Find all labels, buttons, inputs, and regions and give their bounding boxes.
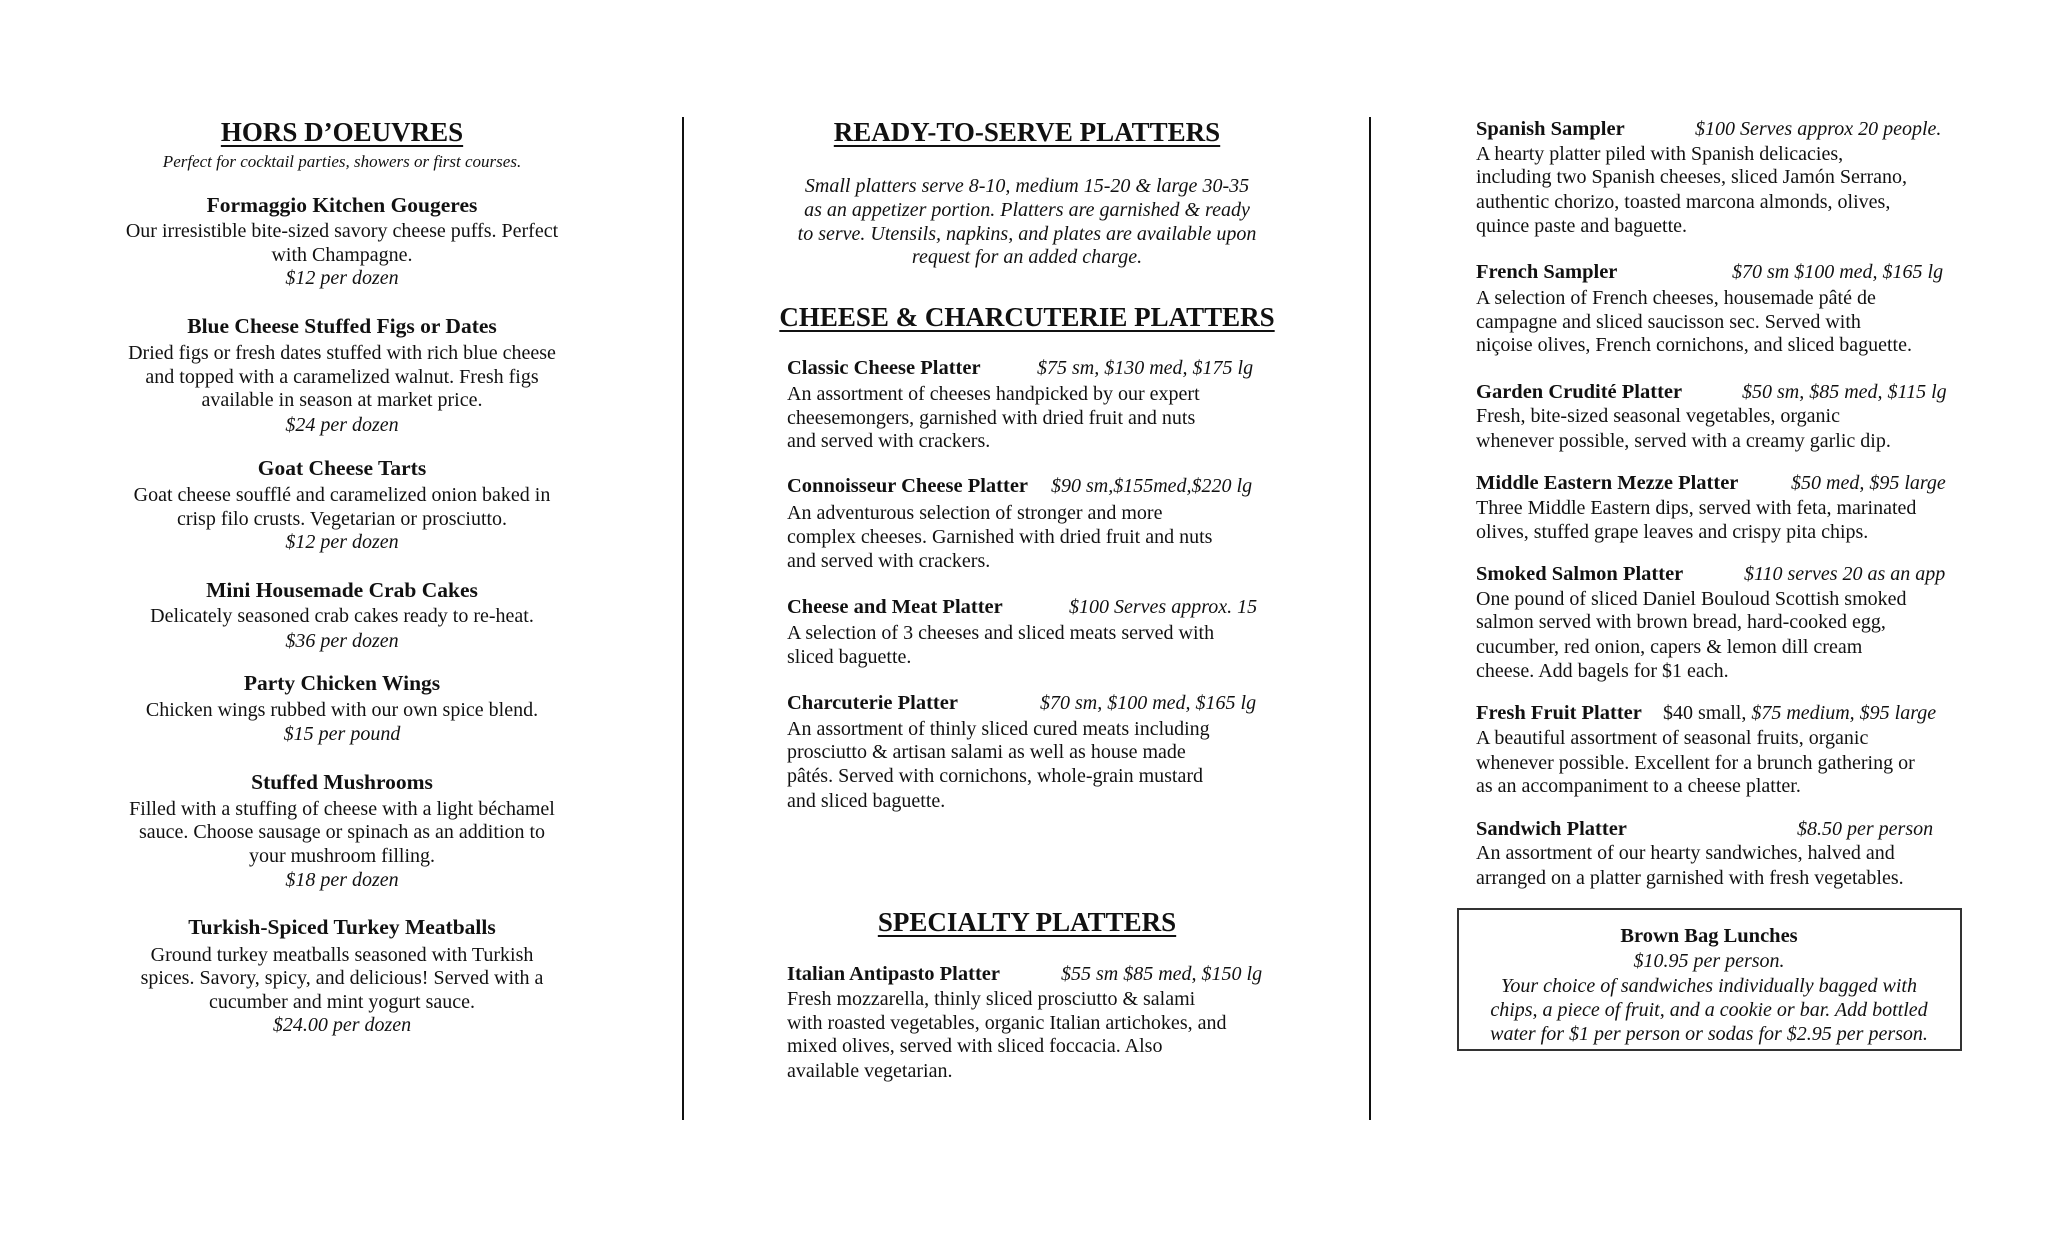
item-name: French Sampler [1476, 261, 1618, 283]
item-description-line: cucumber and mint yogurt sauce. [208, 991, 476, 1013]
item-name: Mini Housemade Crab Cakes [206, 578, 478, 602]
item-price: $70 sm $100 med, $165 lg [1732, 261, 1944, 283]
item-description-line: campagne and sliced saucisson sec. Served with [1476, 311, 1861, 333]
item-name: Fresh Fruit Platter [1476, 702, 1642, 724]
section-title-specialty: SPECIALTY PLATTERS [877, 907, 1177, 937]
item-description-line: crisp filo crusts. Vegetarian or prosciutto. [176, 508, 508, 530]
item-price: $55 sm $85 med, $150 lg [1061, 963, 1263, 985]
item-price: $90 sm,$155med,$220 lg [1051, 475, 1253, 497]
item-price: $75 sm, $130 med, $175 lg [1037, 357, 1254, 379]
item-description-line: cheese. Add bagels for $1 each. [1476, 660, 1729, 682]
item-description-line: and topped with a caramelized walnut. Fresh figs [145, 366, 539, 388]
item-price: $36 per dozen [285, 630, 399, 652]
item-name: Connoisseur Cheese Platter [787, 475, 1029, 497]
item-description-line: mixed olives, served with sliced foccacia. Also [787, 1035, 1163, 1057]
item-description-line: An adventurous selection of stronger and more [787, 502, 1163, 524]
item-description-line: and served with crackers. [787, 430, 991, 452]
item-name: Formaggio Kitchen Gougeres [206, 193, 478, 217]
brown-bag-price: $10.95 per person. [1633, 950, 1785, 972]
item-description-line: and sliced baguette. [787, 790, 946, 812]
item-description-line: whenever possible, served with a creamy garlic dip. [1476, 430, 1891, 452]
item-price: $15 per pound [283, 723, 401, 745]
item-price: $100 Serves approx. 15 [1069, 596, 1258, 618]
item-description-line: Dried figs or fresh dates stuffed with rich blue cheese [128, 342, 556, 364]
item-description-line: cucumber, red onion, capers & lemon dill cream [1476, 636, 1863, 658]
item-description-line: An assortment of thinly sliced cured meats including [787, 718, 1210, 740]
item-name: Sandwich Platter [1476, 818, 1627, 840]
item-name: Party Chicken Wings [243, 671, 441, 695]
intro-line: to serve. Utensils, napkins, and plates are available upon [797, 223, 1257, 245]
item-description-line: Chicken wings rubbed with our own spice blend. [145, 699, 539, 721]
item-description-line: arranged on a platter garnished with fresh vegetables. [1476, 867, 1904, 889]
item-description-line: pâtés. Served with cornichons, whole-grain mustard [787, 765, 1204, 787]
item-description-line: and served with crackers. [787, 550, 991, 572]
item-description-line: as an accompaniment to a cheese platter. [1476, 775, 1801, 797]
item-price [1663, 702, 1936, 725]
item-name: Charcuterie Platter [787, 692, 958, 714]
item-price: $24 per dozen [285, 414, 399, 436]
item-description-line: available in season at market price. [201, 389, 483, 411]
item-description-line: Delicately seasoned crab cakes ready to re-heat. [150, 605, 534, 627]
item-description-line: cheesemongers, garnished with dried fruit and nuts [787, 407, 1196, 429]
item-price: $50 sm, $85 med, $115 lg [1742, 381, 1947, 403]
section-title-hors-doeuvres: HORS D’OEUVRES [220, 117, 464, 147]
brown-bag-description-line: water for $1 per person or sodas for $2.95 per person. [1490, 1023, 1928, 1045]
item-description-line: Ground turkey meatballs seasoned with Turkish [150, 944, 534, 966]
item-description-line: olives, stuffed grape leaves and crispy pita chips. [1476, 521, 1869, 543]
item-name: Goat Cheese Tarts [257, 456, 427, 480]
section-title-cheese-charcuterie: CHEESE & CHARCUTERIE PLATTERS [779, 302, 1275, 332]
item-description-line: A beautiful assortment of seasonal fruits, organic [1476, 727, 1869, 749]
item-description-line: quince paste and baguette. [1476, 215, 1688, 237]
item-description-line: Our irresistible bite-sized savory cheese puffs. Perfect [125, 220, 559, 242]
item-description-line: Filled with a stuffing of cheese with a light béchamel [129, 798, 555, 820]
item-price: $18 per dozen [285, 869, 399, 891]
item-price: $110 serves 20 as an app [1744, 563, 1946, 585]
item-name: Blue Cheese Stuffed Figs or Dates [187, 314, 497, 338]
item-description-line: including two Spanish cheeses, sliced Jamón Serrano, [1476, 166, 1908, 188]
item-price-small: $40 small, [1663, 702, 1747, 724]
item-price: $70 sm, $100 med, $165 lg [1040, 692, 1257, 714]
item-description-line: niçoise olives, French cornichons, and sliced baguette. [1476, 334, 1912, 356]
item-description-line: An assortment of cheeses handpicked by our expert [787, 383, 1200, 405]
item-description-line: authentic chorizo, toasted marcona almonds, olives, [1476, 191, 1891, 213]
item-price: $100 Serves approx 20 people. [1695, 118, 1942, 140]
intro-line: Small platters serve 8-10, medium 15-20 & large 30-35 [804, 175, 1250, 197]
item-name: Classic Cheese Platter [787, 357, 981, 379]
item-description-line: Goat cheese soufflé and caramelized onion baked in [133, 484, 551, 506]
item-description-line: One pound of sliced Daniel Bouloud Scottish smoked [1476, 588, 1907, 610]
item-description-line: A hearty platter piled with Spanish delicacies, [1476, 143, 1844, 165]
item-price: $12 per dozen [285, 267, 399, 289]
item-description-line: sliced baguette. [787, 646, 912, 668]
brown-bag-title: Brown Bag Lunches [1620, 925, 1798, 947]
item-name: Spanish Sampler [1476, 118, 1625, 140]
item-price-medium-large: $75 medium, $95 large [1746, 702, 1937, 724]
item-name: Turkish-Spiced Turkey Meatballs [188, 915, 496, 939]
section-subtitle: Perfect for cocktail parties, showers or first courses. [162, 152, 522, 171]
brown-bag-description-line: Your choice of sandwiches individually bagged with [1501, 975, 1917, 997]
column-divider-right [1369, 117, 1371, 1120]
item-description-line: your mushroom filling. [248, 845, 436, 867]
item-description-line: sauce. Choose sausage or spinach as an addition to [138, 821, 546, 843]
brown-bag-description-line: chips, a piece of fruit, and a cookie or bar. Add bottled [1490, 999, 1928, 1021]
item-name: Middle Eastern Mezze Platter [1476, 472, 1739, 494]
item-name: Stuffed Mushrooms [251, 770, 433, 794]
item-description-line: with roasted vegetables, organic Italian artichokes, and [787, 1012, 1227, 1034]
item-description-line: Fresh mozzarella, thinly sliced prosciutto & salami [787, 988, 1196, 1010]
item-description-line: whenever possible. Excellent for a brunch gathering or [1476, 752, 1915, 774]
item-description-line: A selection of French cheeses, housemade pâté de [1476, 287, 1876, 309]
item-price: $24.00 per dozen [272, 1014, 412, 1036]
item-name: Smoked Salmon Platter [1476, 563, 1684, 585]
item-description-line: An assortment of our hearty sandwiches, halved and [1476, 842, 1895, 864]
item-description-line: spices. Savory, spicy, and delicious! Served with a [140, 967, 544, 989]
item-description-line: complex cheeses. Garnished with dried fruit and nuts [787, 526, 1213, 548]
item-description-line: prosciutto & artisan salami as well as house made [787, 741, 1186, 763]
section-title-ready-to-serve: READY-TO-SERVE PLATTERS [833, 117, 1221, 147]
item-description-line: salmon served with brown bread, hard-cooked egg, [1476, 611, 1886, 633]
item-price: $8.50 per person [1797, 818, 1934, 840]
item-price: $50 med, $95 large [1791, 472, 1946, 494]
intro-line: request for an added charge. [911, 246, 1143, 268]
item-description-line: Fresh, bite-sized seasonal vegetables, organic [1476, 405, 1840, 427]
intro-line: as an appetizer portion. Platters are garnished & ready [804, 199, 1250, 221]
column-divider-left [682, 117, 684, 1120]
item-name: Garden Crudité Platter [1476, 381, 1683, 403]
item-description-line: A selection of 3 cheeses and sliced meats served with [787, 622, 1215, 644]
item-name: Italian Antipasto Platter [787, 963, 1000, 985]
item-description-line: with Champagne. [271, 244, 413, 266]
item-description-line: Three Middle Eastern dips, served with feta, marinated [1476, 497, 1917, 519]
item-price: $12 per dozen [285, 531, 399, 553]
item-description-line: available vegetarian. [787, 1060, 953, 1082]
item-name: Cheese and Meat Platter [787, 596, 1003, 618]
